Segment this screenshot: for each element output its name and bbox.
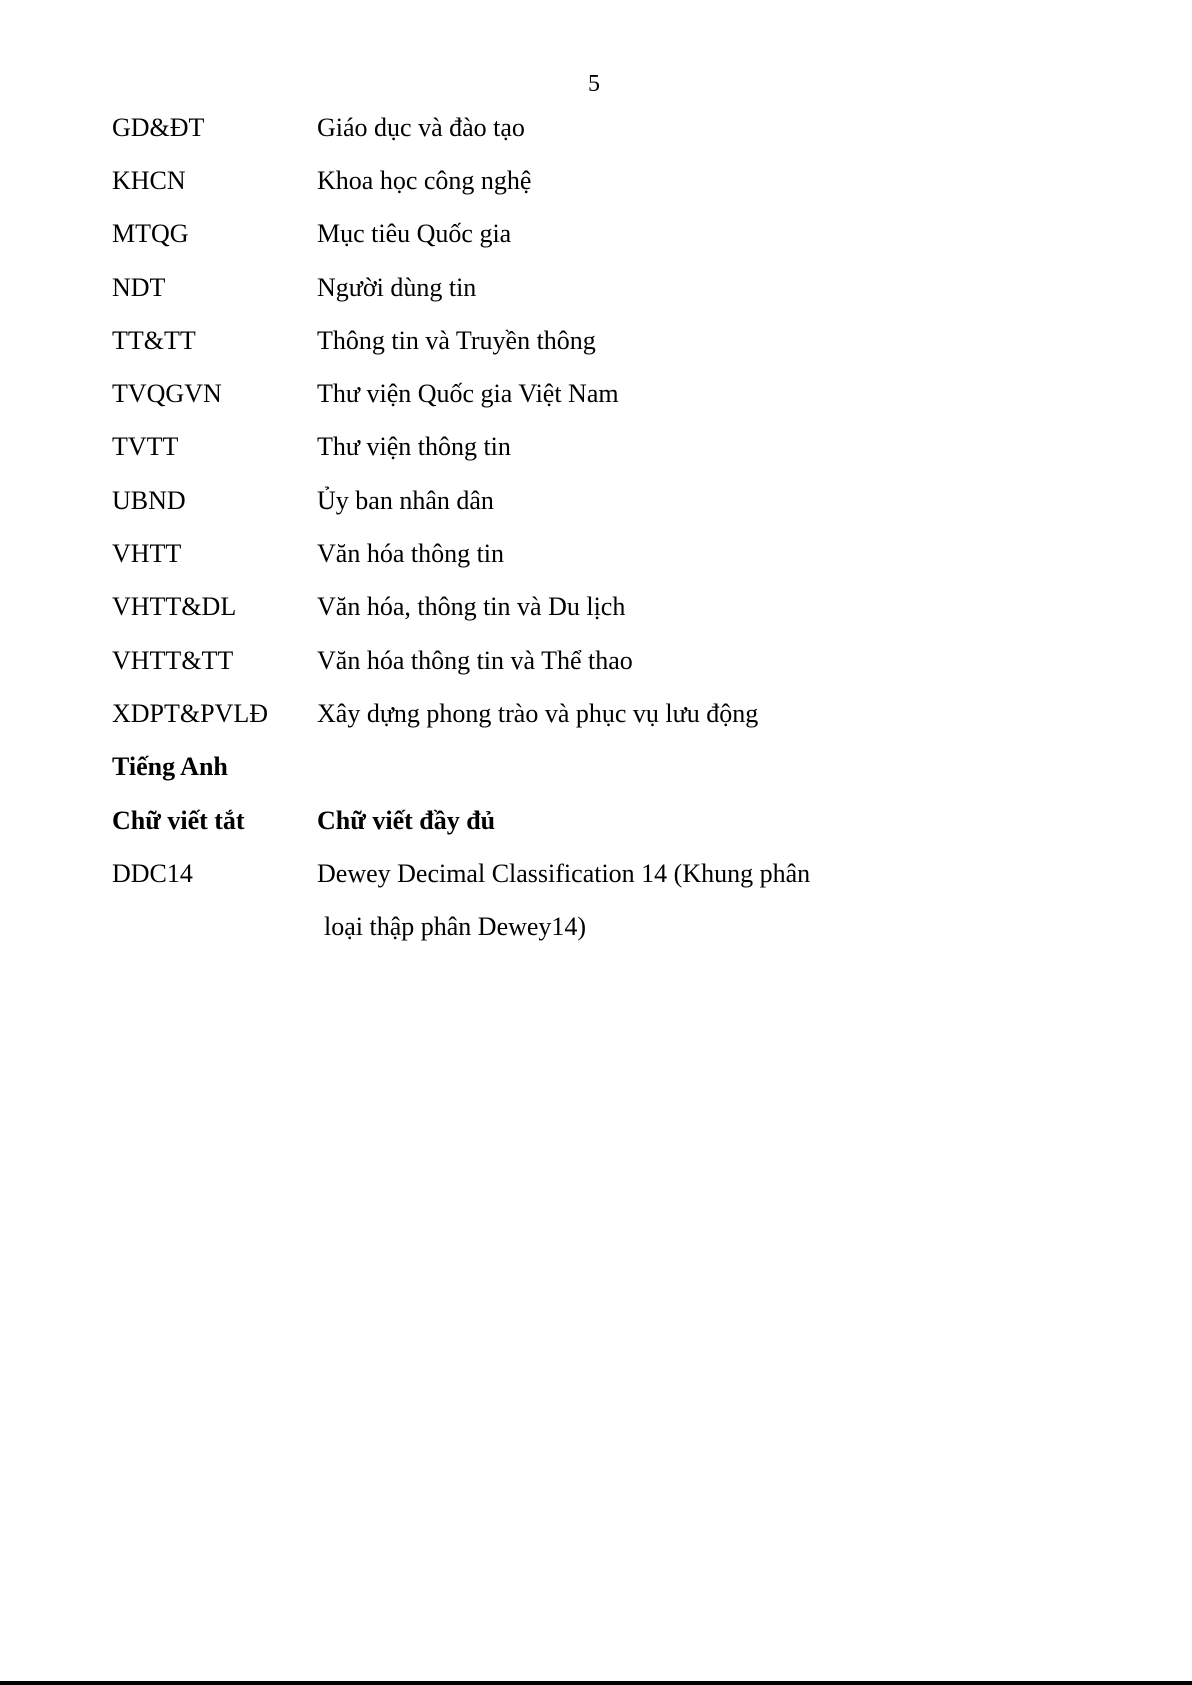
abbreviation: VHTT&TT — [112, 645, 234, 675]
column-header-abbreviation: Chữ viết tắt — [112, 805, 245, 835]
full-term: Xây dựng phong trào và phục vụ lưu động — [317, 698, 759, 728]
list-item — [112, 101, 1012, 154]
full-term: Mục tiêu Quốc gia — [317, 219, 512, 249]
list-item — [112, 421, 1012, 474]
abbreviation: TVTT — [112, 432, 179, 462]
list-item — [112, 581, 1012, 634]
list-item — [112, 474, 1012, 527]
abbreviation: UBND — [112, 485, 186, 515]
abbreviation: VHTT — [112, 539, 182, 569]
list-item — [112, 208, 1012, 261]
abbreviation-list — [112, 101, 1012, 954]
abbreviation: DDC14 — [112, 858, 193, 888]
full-term: Thư viện thông tin — [317, 432, 511, 462]
full-term: Khoa học công nghệ — [317, 165, 532, 195]
full-term: Thư viện Quốc gia Việt Nam — [317, 379, 619, 409]
list-item — [112, 314, 1012, 367]
english-section-heading — [112, 741, 1012, 794]
full-term: Giáo dục và đào tạo — [317, 112, 525, 142]
full-term: Văn hóa thông tin — [317, 539, 505, 569]
list-item — [112, 527, 1012, 580]
abbreviation: GD&ĐT — [112, 112, 205, 142]
full-term-continuation: loại thập phân Dewey14) — [324, 912, 587, 942]
list-item — [112, 154, 1012, 207]
abbreviation: VHTT&DL — [112, 592, 237, 622]
abbreviation: MTQG — [112, 219, 189, 249]
list-item — [112, 261, 1012, 314]
full-term: Ủy ban nhân dân — [317, 485, 494, 515]
list-item — [112, 634, 1012, 687]
abbreviation: TVQGVN — [112, 379, 222, 409]
column-header-full-term: Chữ viết đầy đủ — [317, 805, 496, 835]
abbreviation: NDT — [112, 272, 166, 302]
list-item — [112, 687, 1012, 740]
list-item — [112, 367, 1012, 420]
page-bottom-rule — [0, 1681, 1192, 1685]
full-term: Văn hóa thông tin và Thể thao — [317, 645, 633, 675]
abbreviation: KHCN — [112, 165, 186, 195]
full-term: Thông tin và Truyền thông — [317, 325, 596, 355]
full-term: Dewey Decimal Classification 14 (Khung phân — [317, 858, 811, 888]
page-number: 5 — [588, 71, 600, 97]
column-header-row — [112, 794, 1012, 847]
list-item — [112, 847, 1012, 900]
section-heading: Tiếng Anh — [112, 752, 228, 782]
abbreviation: TT&TT — [112, 325, 196, 355]
list-item-continuation — [112, 900, 1012, 953]
full-term: Người dùng tin — [317, 272, 477, 302]
full-term: Văn hóa, thông tin và Du lịch — [317, 592, 626, 622]
abbreviation: XDPT&PVLĐ — [112, 698, 269, 728]
